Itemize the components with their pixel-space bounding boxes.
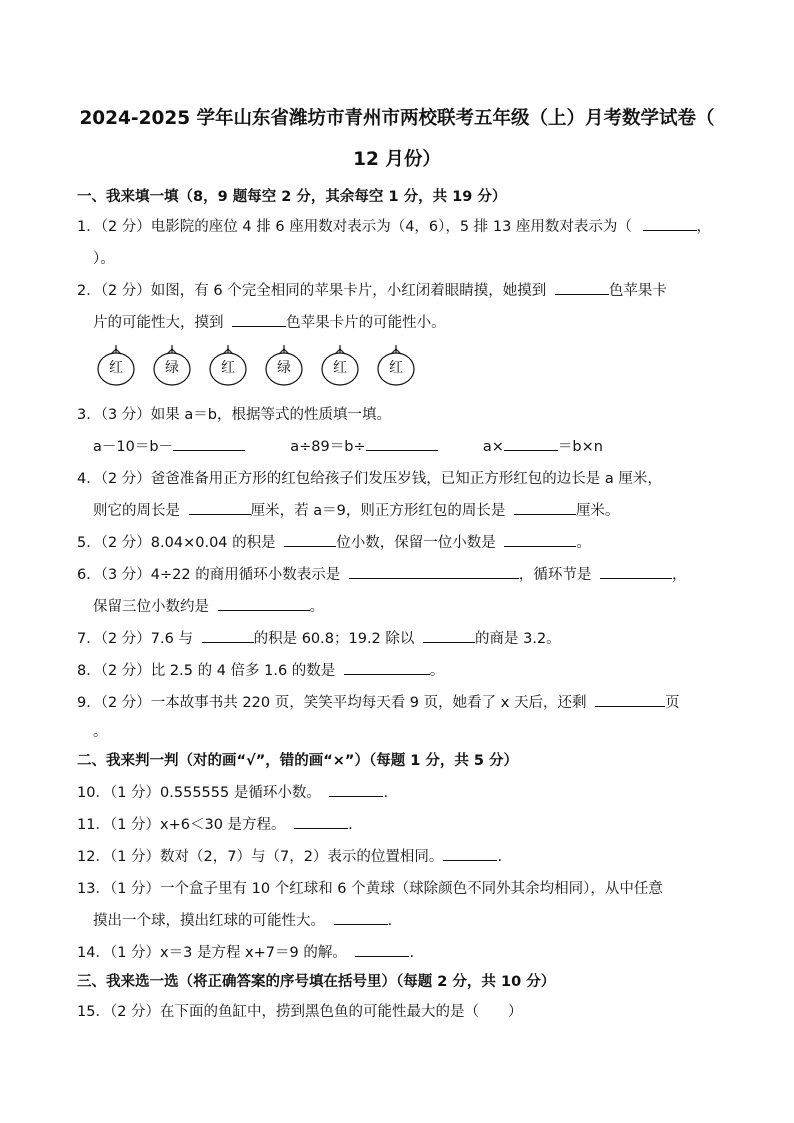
question-5-text-a: 5．（2 分）8.04×0.04 的积是 bbox=[77, 535, 276, 551]
question-8 bbox=[77, 659, 444, 680]
question-11-dot: . bbox=[348, 817, 353, 833]
question-9-text-b: 页 bbox=[665, 695, 680, 711]
section-2-heading: 二、我来判一判（对的画“√”，错的画“×”）（每题 1 分，共 5 分） bbox=[77, 753, 519, 769]
question-8-text-b: 。 bbox=[429, 663, 445, 679]
question-7-text-c: 的商是 3.2。 bbox=[475, 631, 561, 647]
question-8-text-a: 8．（2 分）比 2.5 的 4 倍多 1.6 的数是 bbox=[77, 663, 336, 679]
answer-blank[interactable] bbox=[202, 627, 254, 643]
apple-card-icon bbox=[376, 343, 416, 387]
question-13-text-b: 摸出一个球，摸出红球的可能性大。 bbox=[93, 913, 325, 929]
answer-blank[interactable] bbox=[294, 813, 348, 829]
question-14-text: 14．（1 分）x＝3 是方程 x+7＝9 的解。 bbox=[77, 945, 347, 961]
apple-card-color: 红 bbox=[333, 360, 347, 376]
answer-blank[interactable] bbox=[443, 845, 497, 861]
question-13-line-2 bbox=[93, 909, 392, 930]
apple-card-icon bbox=[264, 343, 304, 387]
answer-blank[interactable] bbox=[643, 215, 697, 231]
apple-card-icon bbox=[152, 343, 192, 387]
answer-blank[interactable] bbox=[329, 781, 383, 797]
question-2-line-1 bbox=[77, 279, 667, 300]
question-2-text-2-end: 色苹果卡片的可能性小。 bbox=[286, 315, 446, 331]
apple-card-color: 红 bbox=[389, 360, 403, 376]
question-6-line-2 bbox=[93, 595, 324, 616]
apple-card-color: 红 bbox=[109, 360, 123, 376]
answer-blank[interactable] bbox=[595, 691, 665, 707]
question-12 bbox=[77, 845, 502, 866]
apple-card-color: 绿 bbox=[165, 360, 179, 376]
apple-card-icon bbox=[96, 343, 136, 387]
question-13-dot: . bbox=[387, 913, 393, 929]
question-2-line-2 bbox=[93, 311, 446, 332]
question-1-line-2: ）。 bbox=[93, 251, 115, 267]
answer-blank[interactable] bbox=[173, 435, 245, 451]
question-7-text-b: 的积是 60.8；19.2 除以 bbox=[253, 631, 415, 647]
answer-blank[interactable] bbox=[349, 563, 519, 579]
question-3-part-2: a÷89＝b÷ bbox=[290, 439, 366, 455]
question-3-part-3b: ＝b×n bbox=[557, 439, 603, 455]
question-7-text-a: 7．（2 分）7.6 与 bbox=[77, 631, 193, 647]
answer-blank[interactable] bbox=[514, 499, 576, 515]
question-7 bbox=[77, 627, 561, 648]
question-9-text-a: 9．（2 分）一本故事书共 220 页，笑笑平均每天看 9 页，她看了 x 天后，还剩 bbox=[77, 695, 587, 711]
apple-card-color: 红 bbox=[221, 360, 235, 376]
answer-blank[interactable] bbox=[504, 531, 576, 547]
question-6-text-a: 6．（3 分）4÷22 的商用循环小数表示是 bbox=[77, 567, 341, 583]
answer-blank[interactable] bbox=[366, 435, 438, 451]
section-3-heading: 三、我来选一选（将正确答案的序号填在括号里）（每题 2 分，共 10 分） bbox=[77, 974, 556, 990]
question-4-text-c: 厘米。 bbox=[575, 503, 620, 519]
question-13-line-1: 13．（1 分）一个盒子里有 10 个红球和 6 个黄球（球除颜色不同外其余均相同），从中任意 bbox=[77, 881, 663, 897]
question-1-comma: ， bbox=[696, 219, 712, 235]
question-15: 15．（2 分）在下面的鱼缸中，捞到黑色鱼的可能性最大的是（ ） bbox=[77, 1004, 523, 1020]
answer-blank[interactable] bbox=[344, 659, 430, 675]
question-6-line-1 bbox=[77, 563, 686, 584]
answer-blank[interactable] bbox=[232, 311, 286, 327]
answer-blank[interactable] bbox=[218, 595, 310, 611]
answer-blank[interactable] bbox=[284, 531, 336, 547]
question-10-text: 10．（1 分）0.555555 是循环小数。 bbox=[77, 785, 321, 801]
question-6-text-d: 保留三位小数约是 bbox=[93, 599, 209, 615]
question-11-text: 11．（1 分）x+6＜30 是方程。 bbox=[77, 817, 286, 833]
apple-card-icon bbox=[320, 343, 360, 387]
question-10 bbox=[77, 781, 388, 802]
question-14-dot: . bbox=[409, 945, 415, 961]
question-3-line-1: 3．（3 分）如果 a＝b，根据等式的性质填一填。 bbox=[77, 407, 392, 423]
question-3-part-3a: a× bbox=[482, 439, 504, 455]
section-1-heading: 一、我来填一填（8，9 题每空 2 分，其余每空 1 分，共 19 分） bbox=[77, 189, 507, 205]
question-4-text-a: 则它的周长是 bbox=[93, 503, 180, 519]
question-14 bbox=[77, 941, 414, 962]
apple-card-color: 绿 bbox=[277, 360, 291, 376]
question-6-text-c: ， bbox=[671, 567, 687, 583]
question-9-line-2: 。 bbox=[93, 724, 108, 740]
question-4-line-2 bbox=[93, 499, 619, 520]
question-12-text: 12．（1 分）数对（2，7）与（7，2）表示的位置相同。 bbox=[77, 849, 444, 865]
question-1-text: 1．（2 分）电影院的座位 4 排 6 座用数对表示为（4，6），5 排 13 座用数对表示为（ bbox=[77, 219, 632, 235]
question-1-line-1 bbox=[77, 215, 711, 236]
question-5-text-b: 位小数，保留一位小数是 bbox=[336, 535, 496, 551]
paper-title-line-2: 12 月份） bbox=[353, 149, 441, 170]
question-4-line-1: 4．（2 分）爸爸准备用正方形的红包给孩子们发压岁钱，已知正方形红包的边长是 a 厘米， bbox=[77, 471, 662, 487]
question-6-text-b: ，循环节是 bbox=[518, 567, 592, 583]
question-2-text: 2．（2 分）如图，有 6 个完全相同的苹果卡片，小红闭着眼睛摸，她摸到 bbox=[77, 283, 547, 299]
answer-blank[interactable] bbox=[189, 499, 251, 515]
question-4-text-b: 厘米，若 a＝9，则正方形红包的周长是 bbox=[250, 503, 506, 519]
answer-blank[interactable] bbox=[600, 563, 672, 579]
question-9-line-1 bbox=[77, 691, 680, 712]
question-11 bbox=[77, 813, 353, 834]
apple-card-icon bbox=[208, 343, 248, 387]
question-12-dot: . bbox=[497, 849, 503, 865]
answer-blank[interactable] bbox=[355, 941, 409, 957]
question-2-text-2: 片的可能性大，摸到 bbox=[93, 315, 224, 331]
question-10-dot: . bbox=[383, 785, 389, 801]
answer-blank[interactable] bbox=[334, 909, 388, 925]
question-2-text-end: 色苹果卡 bbox=[608, 283, 667, 299]
answer-blank[interactable] bbox=[423, 627, 475, 643]
question-3-line-2 bbox=[93, 435, 603, 456]
apple-cards bbox=[96, 343, 426, 387]
answer-blank[interactable] bbox=[504, 435, 558, 451]
question-5-text-c: 。 bbox=[576, 535, 591, 551]
paper-title-line-1: 2024-2025 学年山东省潍坊市青州市两校联考五年级（上）月考数学试卷（ bbox=[79, 108, 715, 129]
question-3-part-1: a－10＝b－ bbox=[93, 439, 174, 455]
question-6-text-e: 。 bbox=[309, 599, 325, 615]
question-5 bbox=[77, 531, 591, 552]
answer-blank[interactable] bbox=[555, 279, 609, 295]
